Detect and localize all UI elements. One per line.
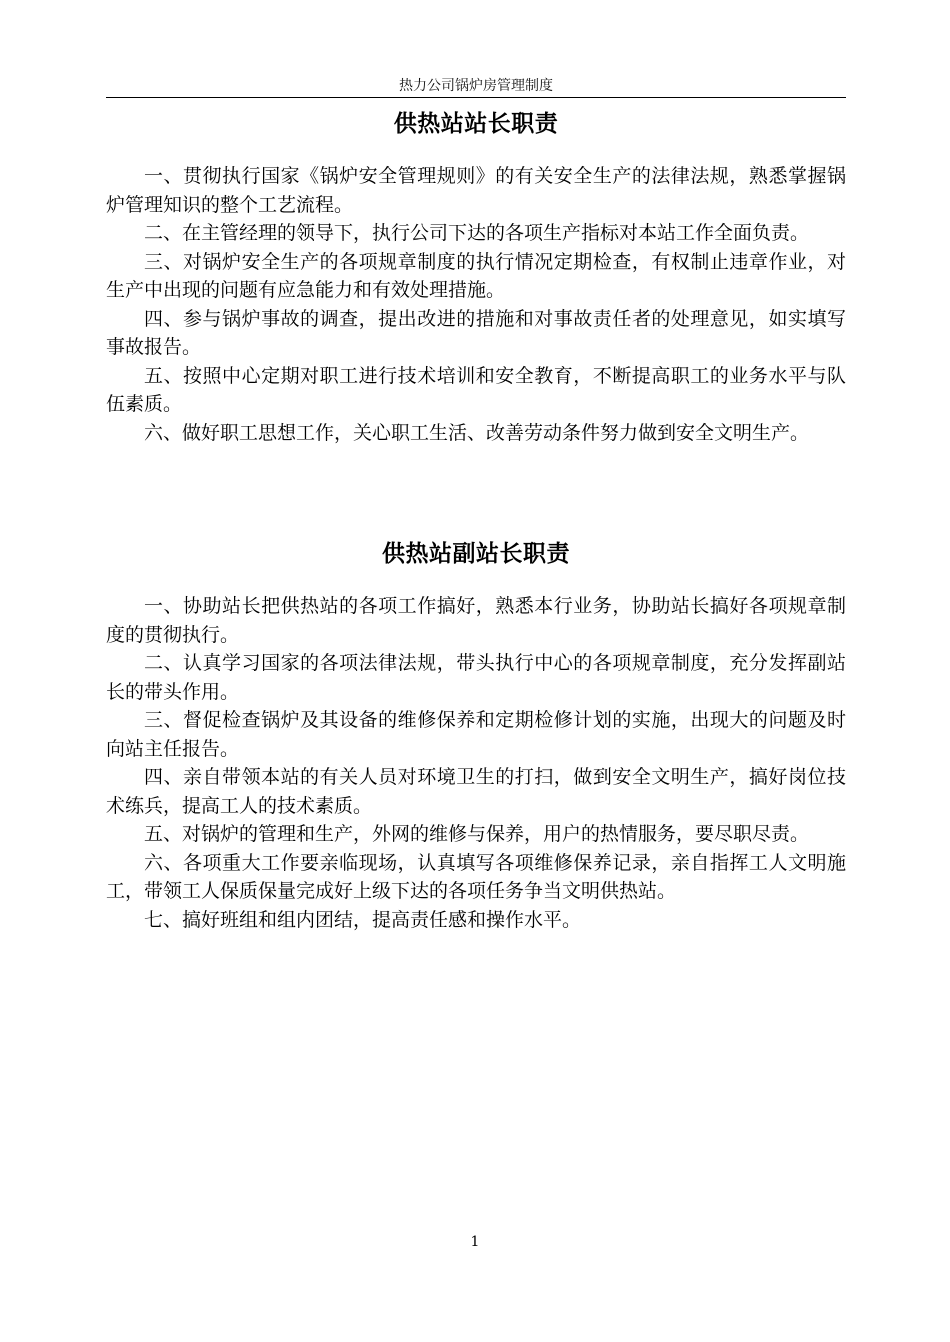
paragraph: 四、参与锅炉事故的调查，提出改进的措施和对事故责任者的处理意见，如实填写事故报告。 bbox=[106, 307, 846, 358]
paragraph: 二、在主管经理的领导下，执行公司下达的各项生产指标对本站工作全面负责。 bbox=[144, 222, 810, 244]
paragraph: 五、对锅炉的管理和生产，外网的维修与保养，用户的热情服务，要尽职尽责。 bbox=[144, 823, 810, 845]
paragraph: 一、协助站长把供热站的各项工作搞好，熟悉本行业务，协助站长搞好各项规章制度的贯彻执行。 bbox=[106, 595, 846, 646]
paragraph: 一、贯彻执行国家《锅炉安全管理规则》的有关安全生产的法律法规，熟悉掌握锅炉管理知识的整个工艺流程。 bbox=[106, 165, 846, 216]
section-title: 供热站副站长职责 bbox=[382, 540, 570, 567]
section-body bbox=[106, 592, 846, 934]
paragraph: 六、做好职工思想工作，关心职工生活、改善劳动条件努力做到安全文明生产。 bbox=[144, 421, 810, 444]
paragraph: 三、督促检查锅炉及其设备的维修保养和定期检修计划的实施，出现大的问题及时向站主任报告。 bbox=[106, 709, 846, 760]
paragraph: 四、亲自带领本站的有关人员对环境卫生的打扫，做到安全文明生产，搞好岗位技术练兵，提高工人的技术素质。 bbox=[106, 766, 846, 817]
header-divider bbox=[106, 97, 846, 98]
section-deputy-manager-duties bbox=[106, 534, 846, 934]
section-station-manager-duties bbox=[106, 104, 846, 447]
paragraph: 五、按照中心定期对职工进行技术培训和安全教育，不断提高职工的业务水平与队伍素质。 bbox=[106, 364, 846, 415]
page-header: 热力公司锅炉房管理制度 bbox=[399, 78, 553, 94]
section-body bbox=[106, 162, 846, 447]
section-title: 供热站站长职责 bbox=[393, 110, 559, 137]
paragraph: 二、认真学习国家的各项法律法规，带头执行中心的各项规章制度，充分发挥副站长的带头作用。 bbox=[106, 652, 846, 703]
paragraph: 六、各项重大工作要亲临现场，认真填写各项维修保养记录，亲自指挥工人文明施工，带领工人保质保量完成好上级下达的各项任务争当文明供热站。 bbox=[106, 851, 846, 902]
paragraph: 三、对锅炉安全生产的各项规章制度的执行情况定期检查，有权制止违章作业，对生产中出现的问题有应急能力和有效处理措施。 bbox=[106, 250, 846, 301]
page-number: 1 bbox=[470, 1234, 480, 1250]
paragraph: 七、搞好班组和组内团结，提高责任感和操作水平。 bbox=[144, 908, 582, 931]
